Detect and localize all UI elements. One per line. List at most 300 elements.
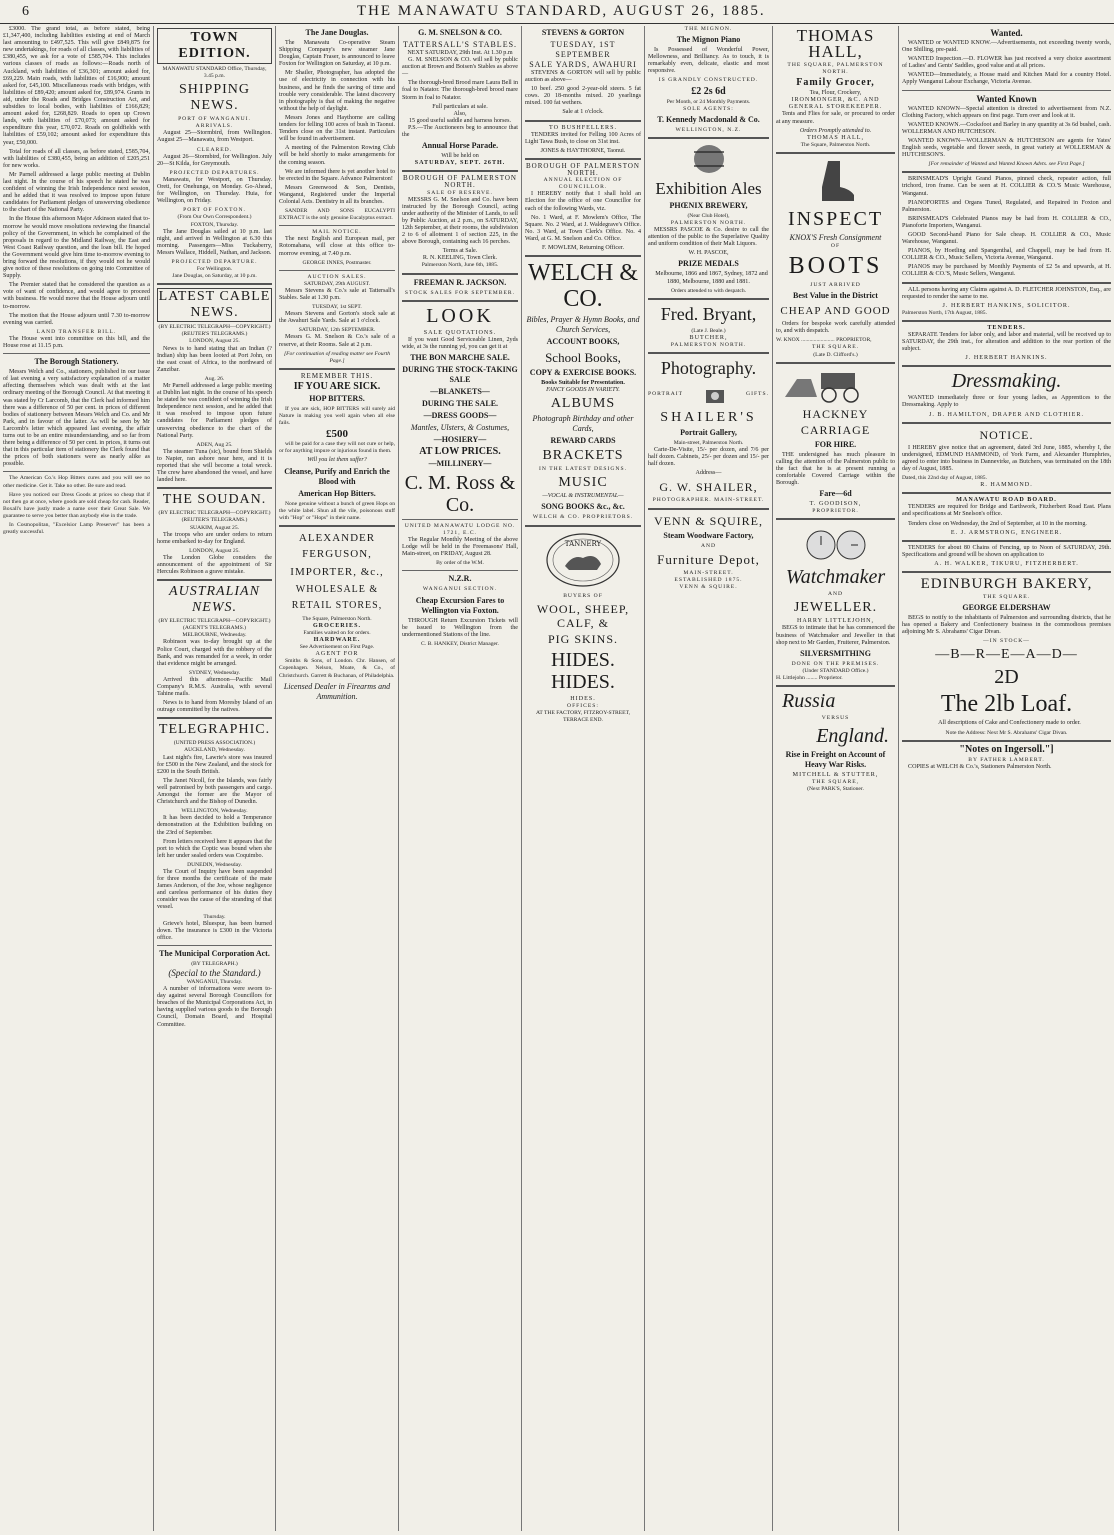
article-text: The Court of Inquiry have been suspended for three months the certificate of the mate James Anderson, of the Joe, whose negligence and careless performance of his duties they consider was the cause of the stranding of that vessel. xyxy=(157,868,272,911)
portrait-gifts-row xyxy=(648,382,769,408)
watches-icon xyxy=(801,523,871,563)
signature: GEORGE INNES, Postmaster. xyxy=(302,259,372,266)
signature: R. N. KEELING, Town Clerk. xyxy=(422,255,498,262)
ad-text: Also, xyxy=(453,110,467,117)
divider xyxy=(902,90,1111,91)
divider xyxy=(902,571,1111,573)
ad-heading: Photography. xyxy=(660,357,757,378)
divider xyxy=(3,471,150,472)
dateline: DUNEDIN, Wednesday. xyxy=(187,861,242,868)
ad-heading: THE BON MARCHE SALE. xyxy=(410,352,510,362)
article-text: Manawatu, for Westport, on Thursday. Oreti, for Onehunga, on Monday. Go-Ahead, for Wellington, on Thursday. Huia, for Wellington, on Friday. xyxy=(157,176,272,205)
article-text: The Janet Nicoll, for the Islands, was fairly well patronised by both passengers and cargo. Amongst the former are the Mayor of Christchurch and the Bishop of Dunedin. xyxy=(157,777,272,806)
ad-heading: SILVERSMITHING xyxy=(800,648,871,658)
ad-text: Address— xyxy=(695,470,722,477)
page-number: 6 xyxy=(22,3,31,19)
ad-text: Will be held on xyxy=(441,153,479,160)
ad-text: THE SQUARE, xyxy=(811,779,860,786)
latest-cable-heading: LATEST CABLE NEWS. xyxy=(158,289,271,321)
column-7 xyxy=(773,26,899,1531)
shipping-heading: SHIPPING NEWS. xyxy=(178,82,250,114)
divider xyxy=(157,579,272,581)
divider xyxy=(525,158,641,160)
ad-heading: INSPECT xyxy=(787,207,884,230)
article-text: Messrs Welch and Co., stationers, published in our issue of last evening a very satisfactory explanation of a matter affecting themselves which was dealt with at the last ordinary meeting of the Borough Council. At that meeting it was stated by Cr Larcomb, that the Clerk had informed him there was a difference of 50 per cent. in prices of different bodies of stationery between Messrs Welch and Co. and Mr Park, and in favour of the latter. As will be seen by Mr Larcomb's letter which appeared last evening, the affair turns out to be an entire misunderstanding, and so far from there being a difference of 50 per cent. in prices, it turns out that in this particular item of stationery the Clerk found that the prices of both stationers were as nearly alike as possible. xyxy=(3,369,150,468)
dateline: ADEN, Aug 25. xyxy=(196,441,233,448)
ad-heading: HARDWARE. xyxy=(313,637,361,644)
article-text: News is to hand from Moresby Island of an outrage committed by the natives. xyxy=(157,700,272,714)
signature: A. H. WALKER, TIKURU, FITZHERBERT. xyxy=(934,560,1079,567)
ad-heading: FANCY GOODS IN VARIETY. xyxy=(546,387,620,394)
ad-heading: Steam Woodware Factory, xyxy=(663,530,754,540)
ad-heading: Fred. Bryant, xyxy=(660,303,757,324)
ad-heading: Mantles, Ulsters, & Costumes, xyxy=(410,422,510,432)
ad-heading: SHAILER'S xyxy=(660,409,757,425)
ad-heading: Rise in Freight on Account of Heavy War Risks. xyxy=(785,750,886,770)
ad-heading: —DRESS GOODS— xyxy=(423,410,497,420)
subheading: PORT OF WANGANUI. xyxy=(178,116,251,123)
dateline: WELLINGTON, Wednesday. xyxy=(181,808,248,815)
ad-heading: TUESDAY, 1ST SEPTEMBER xyxy=(550,40,616,59)
subheading: (BY TELEGRAPH.) xyxy=(191,960,238,967)
ad-heading: The 2lb Loaf. xyxy=(940,691,1073,718)
ad-heading: T. Kennedy Macdonald & Co. xyxy=(657,114,760,124)
signature: C. B. HANKEY, District Manager. xyxy=(421,640,499,647)
ad-heading: CHEAP AND GOOD xyxy=(780,305,891,318)
ad-heading: Watchmaker xyxy=(785,566,886,589)
article-text: The American Co.'s Hop Bitters cures and you will see no other medicine. Get it. Take no other. Be sure and read. xyxy=(3,475,150,489)
article-text: The London Globe considers the announcement of the appointment of Sir Hercules Robinson a grave mistake. xyxy=(157,554,272,576)
ad-text: Full particulars at sale. xyxy=(432,103,488,110)
ad-heading: THOMAS HALL, xyxy=(796,26,875,61)
divider xyxy=(902,492,1111,494)
ad-heading: WHOLESALE & RETAIL STORES, xyxy=(291,583,383,611)
ad-heading: SALE YARDS, AWAHURI xyxy=(529,60,637,69)
ad-text: Note the Address: Next Mr S. Abrahams' Cigar Divan. xyxy=(945,729,1068,736)
subheading: For Wellington. xyxy=(196,266,233,273)
column-2 xyxy=(154,26,276,1531)
subheading: (BY ELECTRIC TELEGRAPH—COPYRIGHT.) (AGENT'S TELEGRAMS.) xyxy=(158,618,271,632)
ad-text: G. M. SNELSON & CO. will sell by public auction at Brown and Boisen's Stables as above— xyxy=(402,57,519,78)
ad-heading: REWARD CARDS xyxy=(550,436,616,446)
columns xyxy=(0,26,1114,1531)
ad-heading: FREEMAN R. JACKSON. xyxy=(413,277,507,287)
signature: THOMAS HALL, xyxy=(806,134,865,141)
section-heading: The Jane Douglas. xyxy=(305,28,369,37)
divider xyxy=(3,353,150,354)
ad-text: The Square, Palmerston North. xyxy=(302,615,372,622)
classified-ad: PIANOS may be purchased by Monthly Payments of £2 5s and upwards, at H. COLLIER & CO.'S, Music Sellers, Wanganui. xyxy=(902,264,1111,278)
ad-heading: Annual Horse Parade. xyxy=(421,141,499,151)
ad-text: Sale at 1 o'clock. xyxy=(562,109,604,116)
article-text: News is to hand stating that an Indian (? Indian) ship has been looted at Port John, on the east coast of Africa, to the northward of Zanzibar. xyxy=(157,345,272,373)
ad-text: (Next PARK'S, Stationer. xyxy=(807,786,864,793)
ad-heading: Cleanse, Purify and Enrich the Blood with xyxy=(284,466,390,486)
signature: W. H. PASCOE, xyxy=(688,250,729,257)
ad-heading: Best Value in the District xyxy=(793,291,878,301)
ad-text: THE undersigned has much pleasure in calling the attention of the Palmerston public to the fact that he is at present running a comfortable Covered Carriage within the Borough. xyxy=(776,451,895,486)
ad-text: IN THE LATEST DESIGNS. xyxy=(539,466,627,473)
divider xyxy=(902,540,1111,542)
ad-heading: FOR HIRE. xyxy=(814,439,857,449)
ad-heading: Cheap Excursion Fares to Wellington via Foxton. xyxy=(415,595,505,615)
notice-text: ALL persons having any Claims against A. D. FLETCHER JOHNSTON, Esq., are requested to render the same to me. xyxy=(902,286,1111,300)
dateline: LONDON, August 25. xyxy=(189,547,240,554)
ad-text: PALMERSTON NORTH. xyxy=(670,219,747,226)
signature: W. KNOX ........................ PROPRIETOR, xyxy=(776,337,872,344)
divider xyxy=(902,171,1111,173)
ad-text: MAIN-STREET. xyxy=(683,569,734,576)
ad-text: Main-street, Palmerston North. xyxy=(673,439,744,446)
ad-text: MESSRS G. M. Snelson and Co. have been instructed by the Borough Council, acting under authority of the Minister of Lands, to sell by Public Auction, at 2 p.m., on SATURDAY, 12th September, at their rooms, the subdivision 2 to 6 of allotment 1 of section 225, in the above Borough, containing each 16 perches. xyxy=(402,196,518,246)
ad-heading: Books Suitable for Presentation. xyxy=(541,380,625,387)
ad-heading: American Hop Bitters. xyxy=(298,488,376,498)
ad-text: Will you let them suffer? xyxy=(307,457,367,464)
ad-text: BUYERS OF xyxy=(563,592,603,599)
divider xyxy=(902,282,1111,284)
ad-heading: WANGANUI SECTION. xyxy=(422,586,498,593)
divider xyxy=(902,422,1111,424)
section-heading: NOTICE. xyxy=(979,427,1034,442)
ad-text: Families waited on for orders. xyxy=(303,629,371,636)
ad-heading: HIDES. xyxy=(570,695,596,702)
ad-heading: BRACKETS xyxy=(542,448,624,464)
ad-heading: —HOSIERY— xyxy=(433,434,487,444)
subheading: PROJECTED DEPARTURES. xyxy=(169,169,260,176)
ad-heading: —MILLINERY— xyxy=(428,458,492,468)
ad-heading: SALE QUOTATIONS. xyxy=(423,329,497,336)
ad-text: The Regular Monthly Meeting of the above Lodge will be held in the Freemasons' Hall, Main-street, on FRIDAY, August 28. xyxy=(402,537,518,558)
notice-text: Palmerston North, 17th August, 1885. xyxy=(902,309,987,316)
ad-heading: 2D xyxy=(994,666,1019,689)
article-text: Messrs Jones and Haythorne are calling tenders for felling 100 acres of bush in Taonui. Tenders close on the 31st instant. Particulars will be found in advertisement. xyxy=(279,114,395,143)
ad-heading: MUSIC xyxy=(558,475,608,491)
article-text: Robinson was to-day brought up at the Police Court, charged with the robbery of the Bank, and was remanded for a week, in order that evidence might be arranged. xyxy=(157,639,272,667)
ad-text: TENDERS invited for Felling 100 Acres of Light Tawa Bush, to close on 31st inst. xyxy=(525,131,641,145)
notice-text: Tenders close on Wednesday, the 2nd of September, at 10 in the morning. xyxy=(908,520,1087,527)
ad-heading: BUTCHER, xyxy=(689,334,728,341)
column-3 xyxy=(276,26,399,1531)
article-text: Total for roads of all classes, as before stated, £585,704, with liabilities of £380,455, being an addition of £205,251 for new works. xyxy=(3,148,150,169)
ad-text: If you want Good Serviceable Linen, 2yds wide, at 3s the running yd, you can get it at xyxy=(402,336,518,350)
ad-text: IRONMONGER, &C. AND GENERAL STOREKEEPER. xyxy=(788,97,883,111)
article-text: Arrived this afternoon—Pacific Mail Company's R.M.S. Australia, with several Tahine mails. xyxy=(157,676,272,698)
ad-heading: WOOL, SHEEP, CALF, & xyxy=(536,601,630,630)
section-heading: LAND TRANSFER BILL. xyxy=(36,328,117,335)
article-text: Messrs Stevens & Co.'s sale at Tattersall's Stables. Sale at 1.30 p.m. xyxy=(279,287,395,301)
dateline: TUESDAY, 1st SEPT. xyxy=(312,304,362,311)
article-text: From letters received here it appears that the port to which the Coptic was bound when she left her under sealed orders was Coquimbo. xyxy=(157,838,272,859)
ad-text: Tents and Flies for sale, or procured to order at any measure. xyxy=(776,111,895,125)
ad-text: OF xyxy=(830,242,841,249)
signature: MITCHELL & STUTTER, xyxy=(792,772,879,779)
ad-text: WELLINGTON, N.Z. xyxy=(675,126,742,133)
column-5 xyxy=(522,26,645,1531)
article-text: The steamer Tuna (sic), bound from Shields to Napier, ran ashore near here, and it is reported that she will become a total wreck. The crew have abandoned the vessel, and have landed here. xyxy=(157,448,272,484)
ad-text: BEGS to intimate that he has commenced the business of Watchmaker and Jeweller in that shop next to Mr Garden, Fruiterer, Palmerston. xyxy=(776,625,895,646)
ad-heading: Fare—6d xyxy=(819,489,852,499)
ad-text: No. 1 Ward, at F. Mowlem's Office, The Square. No. 2 Ward, at J. Waldegrave's Office. No. 3 Ward, at Town Clerk's Office. No. 4 Ward, at G. M. Snelson and Co. Office. xyxy=(525,214,641,242)
notice-text: I HEREBY give notice that an agreement, dated 3rd June, 1885, whereby I, the undersigned, EDMUND HAMMOND, of York Farm, and Alexander Humphries, agreed to enter into business in Dannevirke, as Butchers, was terminated on the 18th day of August, 1885. xyxy=(902,444,1111,472)
classified-ad: WANTED KNOWN—WOLLERMAN & HUTCHESON are agents for Yates' English seeds, vegetable and flower seeds, in great variety at WOLLERMAN & HUTCHESON'S. xyxy=(902,137,1111,159)
ad-text: GIFTS. xyxy=(746,391,769,398)
ad-heading: School Books, xyxy=(545,350,621,366)
ad-heading: ALEXANDER FERGUSON, xyxy=(298,531,376,560)
signature: VENN & SQUIRE. xyxy=(679,583,738,590)
classified-ad: PIANOFORTES and Organs Tuned, Regulated, and Repaired in Foxton and Palmerston. xyxy=(902,199,1111,213)
ad-heading: AT LOW PRICES. xyxy=(419,445,501,457)
ad-heading: Exhibition Ales xyxy=(655,178,762,198)
signature: J. HERBERT HANKINS, SOLICITOR. xyxy=(942,302,1071,309)
ad-heading: STEVENS & GORTON xyxy=(541,28,625,37)
ad-text: (Under STANDARD Office.) xyxy=(802,667,869,674)
section-heading: TENDERS. xyxy=(987,324,1026,331)
article-text: Messrs Greenwood & Son, Dentists, Wanganui, Registered under the Imperial Colonial Acts. Dentistry in all its branches. xyxy=(279,184,395,205)
divider xyxy=(279,270,395,271)
dateline: SATURDAY, 12th SEPTEMBER. xyxy=(298,327,376,334)
divider xyxy=(279,368,395,370)
ad-heading: IF YOU ARE SICK. xyxy=(293,380,381,392)
ad-text: SOLE AGENTS: xyxy=(683,105,734,112)
article-text: It has been decided to hold a Temperance demonstration at the Exhibition building on the 23rd of September. xyxy=(157,815,272,836)
ad-text: PORTRAIT xyxy=(648,391,684,398)
ad-text: By order of the W.M. xyxy=(436,560,484,567)
soudan-heading: THE SOUDAN. xyxy=(162,492,267,508)
subheading: AUCTION SALES. xyxy=(307,273,367,280)
divider xyxy=(776,152,895,154)
ad-text: Tea, Flour, Crockery, xyxy=(809,90,862,97)
dateline: FOXTON, Thursday. xyxy=(190,221,239,228)
ad-heading: PHŒNIX BREWERY, xyxy=(669,200,748,210)
ad-text: If you are sick, HOP BITTERS will surely aid Nature in making you well again when all else fails. xyxy=(279,405,395,427)
ad-heading: G. W. SHAILER, xyxy=(659,480,758,495)
subheading: (Special to the Standard.) xyxy=(168,968,261,978)
ad-text: Orders attended to with despatch. xyxy=(670,287,747,294)
ad-heading: SATURDAY, SEPT. 26TH. xyxy=(414,160,506,167)
article-text: The troops who are under orders to return home embarked to-day for England. xyxy=(157,531,272,545)
town-edition-heading: TOWN EDITION. xyxy=(157,28,272,64)
dateline: SYDNEY, Wednesday. xyxy=(188,669,241,676)
ad-heading: Portrait Gallery, xyxy=(680,427,737,437)
notice-text: WANTED immediately three or four young ladies, as Apprentices to the Dressmaking. Apply to xyxy=(902,395,1111,409)
ad-heading: JEWELLER. xyxy=(793,600,878,616)
ad-text: P.S.—The Auctioneers beg to announce that the xyxy=(402,124,518,139)
ad-heading: HACKNEY CARRIAGE xyxy=(800,406,871,437)
ad-text: PROPRIETOR. xyxy=(812,508,859,515)
divider xyxy=(525,255,641,257)
masthead xyxy=(0,0,1114,24)
ad-heading: IS GRANDLY CONSTRUCTED. xyxy=(658,77,759,84)
divider xyxy=(402,519,518,520)
ad-heading: AGENT FOR xyxy=(315,651,359,658)
dateline: MELBOURNE, Wednesday. xyxy=(182,632,247,639)
classified-ad: BRINSMEAD'S Celebrated Pianos may be had from H. COLLIER & CO., Pianoforte Importers, Wanganui. xyxy=(902,215,1111,229)
ad-text: OFFICES: xyxy=(567,702,599,709)
ad-heading: SALE OF RESERVE. xyxy=(427,189,493,196)
ad-heading: Licensed Dealer in Firearms and Ammunition. xyxy=(283,681,391,701)
ad-text: (Late J. Beale.) xyxy=(691,327,726,334)
divider xyxy=(157,283,272,285)
ad-heading: UNITED MANAWATU LODGE NO. 1721, E.C. xyxy=(404,522,516,536)
article-text: Have you noticed our Dress Goods at prices so cheap that if not then go at once, where goods are sold cheap for cash. Reader, Boxall's have justly made a name over their Great Sale. We guarantee to serve you better than anybody else in the trade. xyxy=(3,491,150,519)
signature: E. J. ARMSTRONG, ENGINEER. xyxy=(950,529,1063,536)
divider xyxy=(648,352,769,354)
ad-heading: HARRY LITTLEJOHN, xyxy=(796,618,875,625)
subheading: PROJECTED DEPARTURE. xyxy=(171,258,258,265)
ad-text: Terms at Sale. xyxy=(442,248,478,255)
ad-text: The thorough-bred Brood mare Laura Bell in foal to Natator. The thorough-bred brood mare Storm in foal to Natator. xyxy=(402,80,518,101)
ad-heading: ANNUAL ELECTION OF COUNCILLOR. xyxy=(543,177,623,191)
divider xyxy=(902,320,1111,322)
ad-heading: —BLANKETS— xyxy=(430,386,490,396)
article-text: Grieve's hotel, Bluespur, has been burned down. The insurance is £300 in the Victoria office. xyxy=(157,920,272,941)
divider xyxy=(648,137,769,139)
ad-heading: GEORGE ELDERSHAW xyxy=(962,603,1051,613)
ad-heading: BOROUGH OF PALMERSTON NORTH. xyxy=(403,174,517,190)
ad-text: DONE ON THE PREMISES. xyxy=(791,660,880,667)
ad-text: THE SQUARE, PALMERSTON NORTH. xyxy=(787,62,884,76)
classified-ad: WANTED or WANTED KNOW.—Advertisements, not exceeding twenty words, One Shilling, pre-paid. xyxy=(902,40,1111,54)
divider xyxy=(402,273,518,275)
notice-text: Dated, this 22nd day of August, 1885. xyxy=(902,475,987,482)
tannery-seal-icon xyxy=(543,530,623,590)
ad-heading: DURING THE SALE. xyxy=(421,398,499,408)
subheading: (From Our Own Correspondent.) xyxy=(177,214,252,221)
ad-heading: HIDES. HIDES. xyxy=(551,648,615,693)
signature: H. Littlejohn ........ Proprietor. xyxy=(776,674,843,681)
ad-text: See Advertisement on First Page. xyxy=(299,644,375,651)
ad-text: (Near Club Hotel), xyxy=(687,212,730,219)
ad-text: Per Month, or 24 Monthly Payments. xyxy=(666,98,751,105)
continuation-note: [For remainder of Wanted and Wanted Known Advts. see First Page.] xyxy=(928,161,1085,168)
ad-heading: SONG BOOKS &c., &c. xyxy=(541,502,625,512)
article-text: Last night's fire, Lawrie's store was insured for £500 in the New Zealand, and the stock for £200 in the South British. xyxy=(157,754,272,775)
ad-heading: KNOX'S Fresh Consignment xyxy=(789,232,882,242)
classified-ad: BRINSMEAD'S Upright Grand Pianos, pinned check, repeater action, full trichord, iron frame. Can be seen at H. COLLIER & CO.'S Music Warehouse, Wanganui. xyxy=(902,176,1111,197)
ad-heading: DURING THE STOCK-TAKING SALE xyxy=(402,364,518,384)
signature: J. B. HAMILTON, DRAPER AND CLOTHIER. xyxy=(928,411,1084,418)
divider xyxy=(776,518,895,520)
ad-heading: PIG SKINS. xyxy=(547,631,618,646)
divider xyxy=(525,525,641,527)
ad-heading: GROCERIES. xyxy=(312,622,362,629)
ad-heading: "Notes on Ingersoll."] xyxy=(959,743,1054,755)
ad-heading: Russia xyxy=(782,690,836,712)
dateline: Jane Douglas, on Saturday, at 10 p.m. xyxy=(172,273,257,280)
ad-text: —IN STOCK— xyxy=(983,638,1030,645)
subheading: PORT OF FOXTON. xyxy=(183,207,246,214)
article-text: The Jane Douglas sailed at 10 p.m. last night, and arrived in Wellington at 6.30 this morning. Passengers—Miss Tuckaberry, Messrs Wallace, Hiddell, Nathan, and Jackson. xyxy=(157,228,272,256)
ad-heading: Photograph Birthday and other Cards, xyxy=(532,414,634,434)
ad-text: The Square, Palmerston North. xyxy=(800,141,871,148)
ad-text: MESSRS PASCOE & Co. desire to call the attention of the public to the Superlative Quality and uniform condition of their Malt Liquors. xyxy=(648,227,769,248)
divider xyxy=(279,525,395,527)
ad-heading: LOOK xyxy=(426,304,494,327)
ad-text: Orders for bespoke work carefully attended to, and with despatch. xyxy=(776,321,895,335)
section-heading: Wanted. xyxy=(990,28,1023,38)
article-text: In Cosmopolitan, "Excelsior Lamp Preserver" has been a greatly successful. xyxy=(3,522,150,536)
ad-heading: Dressmaking. xyxy=(951,370,1062,393)
divider xyxy=(776,685,895,687)
dateline: SATURDAY, 29th AUGUST. xyxy=(303,280,371,287)
ad-heading: ALBUMS xyxy=(550,396,616,412)
ad-text: Palmerston North, June 6th, 1885. xyxy=(421,262,499,269)
ad-heading: G. M. SNELSON & CO. xyxy=(418,28,502,37)
signature: F. MOWLEM, Returning Officer. xyxy=(542,244,624,251)
divider xyxy=(157,945,272,946)
article-text: SANDER AND SONS EUCALYPTI EXTRACT is the only genuine Eucalyptus extract. xyxy=(279,208,395,222)
ad-heading: IMPORTER, &c., xyxy=(290,565,384,578)
carriage-icon xyxy=(781,367,891,403)
ad-heading: Family Grocer, xyxy=(796,77,875,89)
ad-heading: BOOTS xyxy=(788,253,883,280)
section-heading: The Municipal Corporation Act. xyxy=(159,948,270,958)
ad-text: 15 good useful saddle and harness horses. xyxy=(408,117,512,124)
ad-text: AT THE FACTORY, FITZROY-STREET, TERRACE END. xyxy=(535,709,630,723)
ad-heading: C. M. Ross & Co. xyxy=(404,471,516,516)
classified-ad: PIANOS, by Hoetling and Spangenthal, and Chappell, may be had from H. COLLIER & CO., Music Sellers, Victoria Avenue, Wanganui. xyxy=(902,248,1111,262)
article-text: The House went into committee on this bill, and the House rose at 11.15 p.m. xyxy=(3,335,150,350)
subheading: (UNITED PRESS ASSOCIATION.) xyxy=(173,740,256,747)
column-4 xyxy=(399,26,522,1531)
divider xyxy=(648,298,769,300)
divider xyxy=(402,570,518,571)
ad-heading: —VOCAL & INSTRUMENTAL— xyxy=(542,493,624,500)
article-text: August 26—Stormbird, for Wellington. July 20—St Kilda, for Greymouth. xyxy=(157,153,272,167)
article-text: Mr Parnell addressed a large public meeting at Dublin last night. In the course of his speech he stated he was confident of winning the Irish Independence next session, and he added that it was resolved to impose upon future candidates for Parliament pledges of unswerving obedience to the chart of the National Party. xyxy=(157,383,272,439)
signature: T. GOODISON, xyxy=(809,501,862,508)
article-text: Messrs Stevens and Gorton's stock sale at the Awahuri Sale Yards. Sale at 1 o'clock. xyxy=(279,311,395,325)
section-heading: The Borough Stationery. xyxy=(34,357,119,367)
notice-text: TENDERS are required for Bridge and Earthwork, Fitzherbert Road East. Plans and specifications at Mr Snelson's office. xyxy=(902,504,1111,518)
camera-icon xyxy=(702,382,728,408)
ad-heading: VENN & SQUIRE, xyxy=(654,513,763,528)
section-heading: MANAWATU ROAD BOARD. xyxy=(956,497,1057,504)
ad-text: will be paid for a case they will not cure or help, or for anything impure or injurious found in them. xyxy=(279,441,395,455)
classified-ad: WANTED KNOWN.—Cocksfoot and Barley in any quantity at 3s 6d bushel, cash. WOLLERMAN AND HUTCHESON. xyxy=(902,121,1111,135)
divider xyxy=(902,740,1111,742)
ad-text: I HEREBY notify that I shall hold an Election for the office of one Councillor for each of the following Wards, viz. xyxy=(525,191,641,212)
ad-text: JUST ARRIVED xyxy=(810,282,861,289)
signature: R. HAMMOND. xyxy=(980,482,1033,489)
column-1 xyxy=(0,26,154,1531)
subheading: REMEMBER THIS. xyxy=(300,371,374,380)
divider xyxy=(157,717,272,719)
ad-text: THROUGH Return Excursion Tickets will be issued to Wellington from the undermentioned Stations of the line. xyxy=(402,617,518,638)
section-heading: Wanted Known xyxy=(976,93,1037,104)
ad-text: STOCK SALES FOR SEPTEMBER. xyxy=(404,289,516,296)
dateline: Aug. 26. xyxy=(204,375,225,382)
divider xyxy=(402,300,518,302)
article-text: Messrs G. M. Snelson & Co.'s sale of a reserve, at their Rooms. Sale at 2 p.m. xyxy=(279,334,395,348)
article-text: The Manawatu Co-operative Steam Shipping Company's new steamer Jane Douglas, Captain Fraser, is announced to leave Foxton for Wellington on Saturday, at 10 p.m. xyxy=(279,40,395,68)
article-text: We are informed there is yet another hotel to be erected in the Square. Advance Palmerston! xyxy=(279,168,395,182)
ad-text: 10 beef. 250 good 2-year-old steers. 5 fat cows. 20 18-months mixed. 20 yearlings mixed. 100 fat wethers. xyxy=(525,86,641,107)
ad-heading: The Mignon Piano xyxy=(676,35,741,45)
ad-text: Melbourne, 1866 and 1867, Sydney, 1872 and 1880, Melbourne, 1880 and 1881. xyxy=(655,271,768,285)
divider xyxy=(157,487,272,489)
article-text: In the House this afternoon Major Atkinson stated that to-morrow he would move resolutions reviewing the financial policy of the Government, in which he complained of the proposals in regard to the Midland Railway, the East and West Coast Railway question, and the loan bill. He hoped the Government would give him time to-morrow evening to bring forward the resolutions, if they would not he would give notice of these resolutions on going into Committee of Supply. xyxy=(3,216,150,280)
dateline: Thursday. xyxy=(203,913,226,920)
ad-heading: —B—R—E—A—D— xyxy=(935,647,1078,663)
ad-heading: COPY & EXERCISE BOOKS. xyxy=(529,368,637,378)
ad-text: BEGS to notify to the inhabitants of Palmerston and surrounding districts, that he has opened a Bakery and Confectionery business in the commodious premises adjoining Mr S. Abrahams' Cigar Divan. xyxy=(902,615,1111,636)
ad-text: THE SQUARE. xyxy=(982,593,1031,600)
divider xyxy=(776,362,895,364)
notice-text: TENDERS for about 80 Chains of Fencing, up to Noon of SATURDAY, 29th. Specifications and ground will be shown on application to xyxy=(902,544,1111,558)
ad-heading: ACCOUNT BOOKS, xyxy=(546,337,620,347)
subheading: (BY ELECTRIC TELEGRAPH—COPYRIGHT.) (REUTER'S TELEGRAMS.) xyxy=(158,324,271,338)
